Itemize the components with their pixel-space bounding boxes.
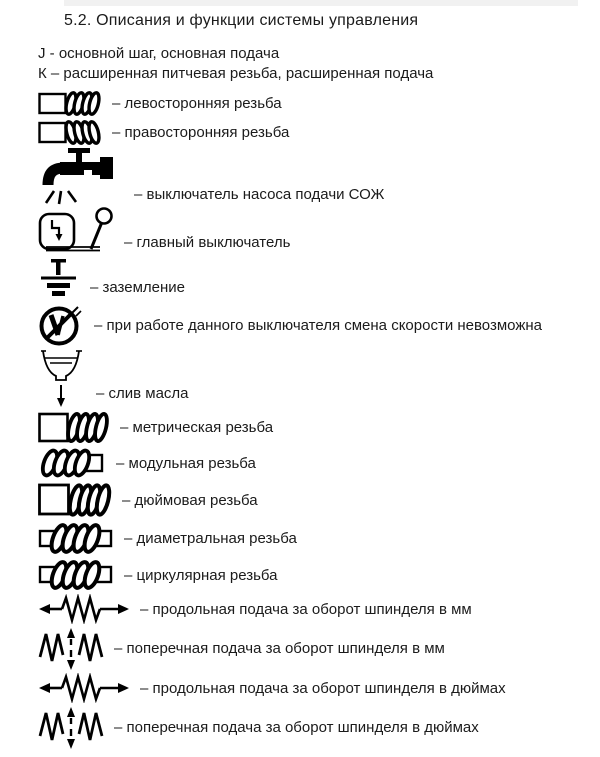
cross-feed-mm-icon [38, 626, 104, 671]
longitudinal-feed-mm-icon [38, 594, 130, 624]
legend-row [38, 594, 590, 624]
legend-label: – циркулярная резьба [124, 566, 278, 584]
main-switch-lever-icon [38, 207, 114, 257]
cross-feed-inch-icon [38, 705, 104, 750]
legend-row [38, 705, 590, 750]
legend-row [38, 481, 590, 519]
legend-label: – заземление [90, 279, 186, 296]
module-thread-icon [38, 447, 106, 479]
left-hand-thread-icon [38, 90, 102, 117]
diametral-thread-icon [38, 521, 114, 556]
legend-label: – продольная подача за оборот шпинделя в мм [140, 600, 472, 618]
legend-row [38, 207, 590, 257]
intro-line-extended-pitch: К – расширенная питчевая резьба, расширенная подача [38, 65, 434, 82]
metric-thread-icon [38, 410, 110, 445]
no-speed-change-icon [38, 304, 84, 347]
legend-row [38, 558, 590, 592]
legend-label: – продольная подача за оборот шпинделя в дюймах [140, 679, 506, 697]
right-hand-thread-icon [38, 119, 102, 146]
legend-row [38, 410, 590, 445]
legend-row [38, 447, 590, 479]
legend-label: – модульная резьба [116, 454, 256, 472]
legend-label: – слив масла [96, 385, 189, 402]
legend-row [38, 521, 590, 556]
grounding-icon [38, 259, 80, 302]
legend-label: – выключатель насоса подачи СОЖ [134, 186, 385, 203]
legend-label: – правосторонняя резьба [112, 124, 290, 141]
legend-row [38, 90, 590, 117]
legend-label: – метрическая резьба [120, 419, 274, 436]
intro-line-basic-pitch: J - основной шаг, основная подача [38, 45, 280, 62]
legend-label: – поперечная подача за оборот шпинделя в мм [114, 640, 445, 657]
legend-row [38, 673, 590, 703]
page-title: 5.2. Описания и функции системы управления [64, 12, 419, 29]
inch-thread-icon [38, 481, 112, 519]
legend-label: – при работе данного выключателя смена скорости невозможна [94, 317, 542, 334]
oil-drain-icon [38, 349, 86, 408]
symbol-legend [38, 90, 590, 750]
circular-thread-icon [38, 558, 114, 592]
legend-label: – поперечная подача за оборот шпинделя в дюймах [114, 719, 479, 736]
legend-label: – главный выключатель [124, 234, 291, 251]
scan-artifact-band [64, 0, 578, 6]
legend-row [38, 259, 590, 302]
legend-label: – дюймовая резьба [122, 491, 258, 509]
coolant-pump-faucet-icon [38, 148, 124, 205]
legend-row [38, 349, 590, 408]
legend-label: – левосторонняя резьба [112, 95, 282, 112]
legend-row [38, 148, 590, 205]
legend-row [38, 304, 590, 347]
longitudinal-feed-inch-icon [38, 673, 130, 703]
legend-row [38, 119, 590, 146]
legend-label: – диаметральная резьба [124, 530, 297, 547]
legend-row [38, 626, 590, 671]
